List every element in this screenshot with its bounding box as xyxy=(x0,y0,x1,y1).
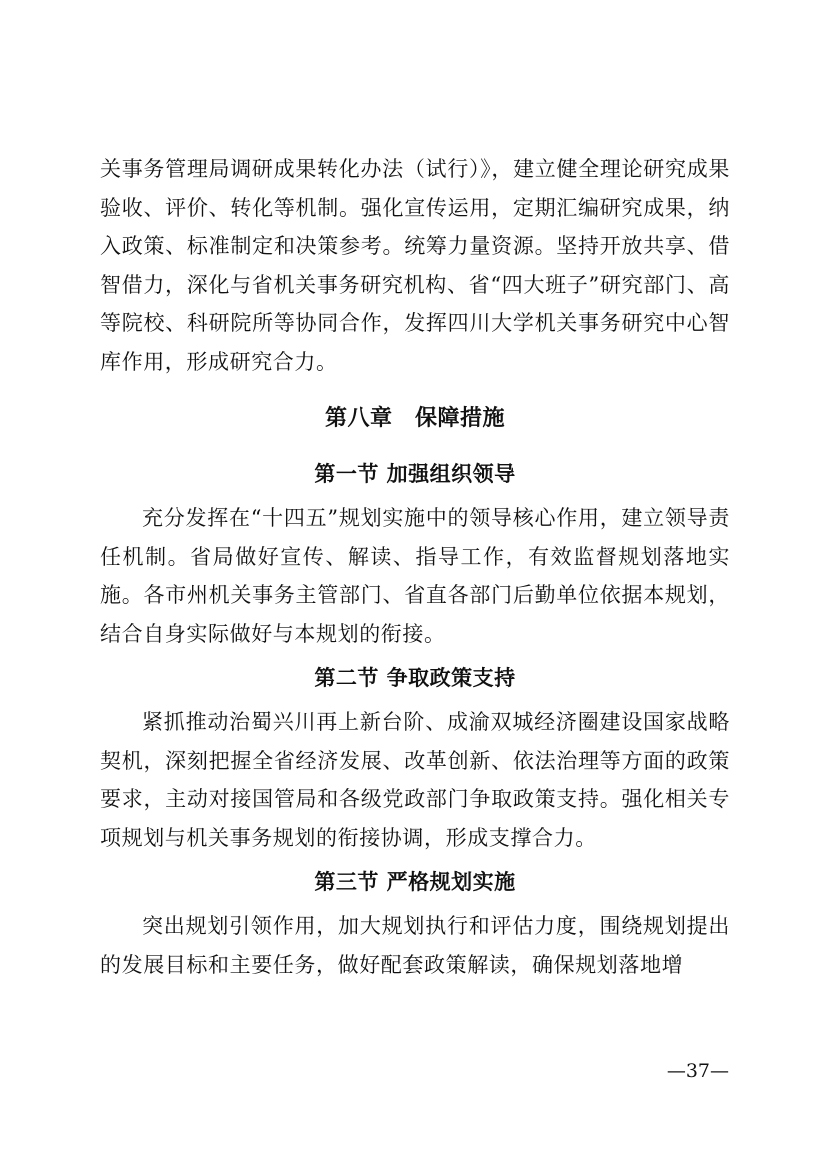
section-title-implementation: 第三节 严格规划实施 xyxy=(314,869,516,894)
paragraph-organization: 充分发挥在“十四五”规划实施中的领导核心作用，建立领导责任机制。省局做好宣传、解读、指导工作，有效监督规划落地实施。各市州机关事务主管部门、省直各部门后勤单位依据本规划，结合自身实际做好与本规划的衔接。 xyxy=(100,506,730,646)
page-content xyxy=(100,150,730,984)
chapter-title: 第八章 保障措施 xyxy=(324,406,505,431)
section-title-policy: 第二节 争取政策支持 xyxy=(314,665,516,690)
paragraph-policy: 紧抓推动治蜀兴川再上新台阶、成渝双城经济圈建设国家战略契机，深刻把握全省经济发展、改革创新、依法治理等方面的政策要求，主动对接国管局和各级党政部门争取政策支持。强化相关专项规划与机关事务规划的衔接协调，形成支撑合力。 xyxy=(100,710,730,850)
paragraph-implementation: 突出规划引领作用，加大规划执行和评估力度，围绕规划提出的发展目标和主要任务，做好配套政策解读，确保规划落地增 xyxy=(100,914,730,977)
section-title-organization: 第一节 加强组织领导 xyxy=(314,461,516,486)
page-number: —37— xyxy=(666,1060,729,1082)
paragraph-research-results: 关事务管理局调研成果转化办法（试行）》，建立健全理论研究成果验收、评价、转化等机制。强化宣传运用，定期汇编研究成果，纳入政策、标准制定和决策参考。统筹力量资源。坚持开放共享、借智借力，深化与省机关事务研究机构、省“四大班子”研究部门、高等院校、科研院所等协同合作，发挥四川大学机关事务研究中心智库作用，形成研究合力。 xyxy=(100,157,730,374)
